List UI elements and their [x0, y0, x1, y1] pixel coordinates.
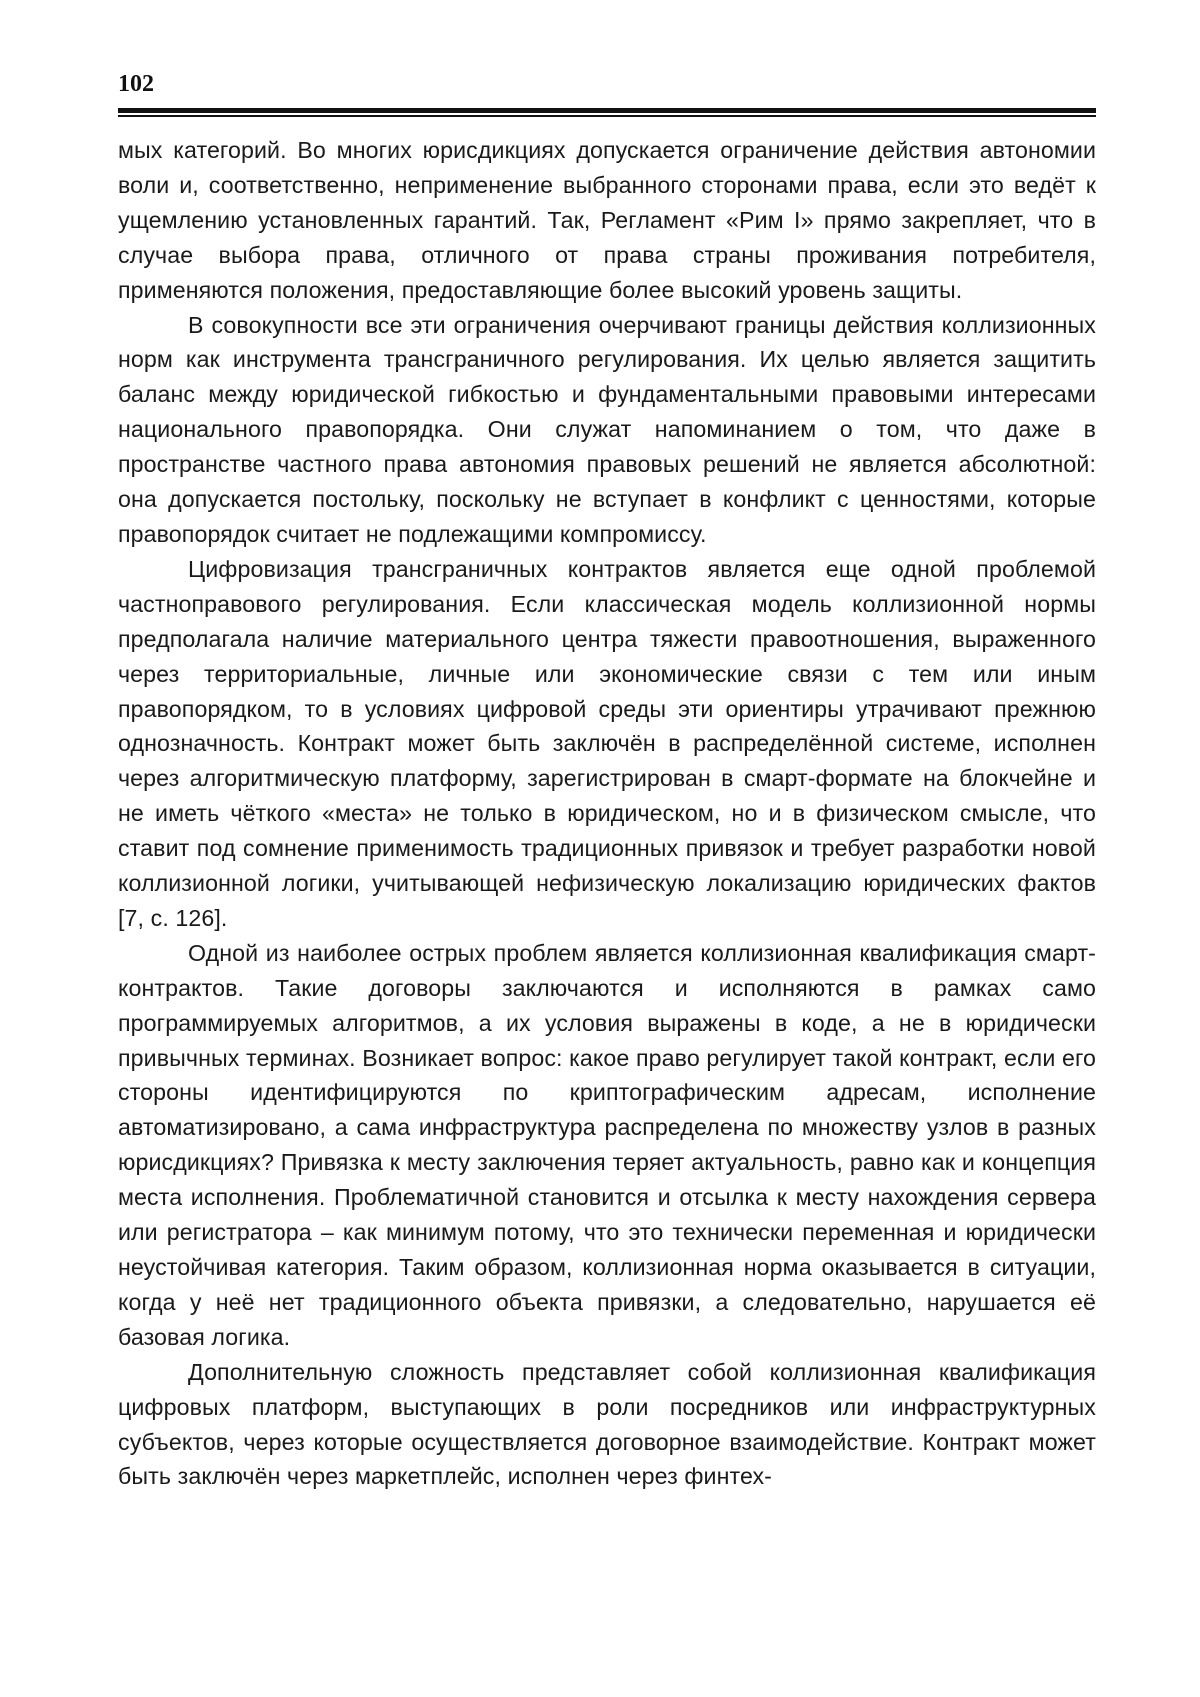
paragraph-3: Цифровизация трансграничных контрактов является еще одной проблемой частноправового регулирования. Если классическая модель коллизионной нормы предполагала наличие материального центра тяжести правоотношения, выраженного через территориальные, личные или экономические связи с тем или иным правопорядком, то в условиях цифровой среды эти ориентиры утрачивают прежнюю однозначность. Контракт может быть заключён в распределённой системе, исполнен через алгоритмическую платформу, зарегистрирован в смарт-формате на блокчейне и не иметь чёткого «места» не только в юридическом, но и в физическом смысле, что ставит под сомнение применимость традиционных привязок и требует разработки новой коллизионной логики, учитывающей нефизическую локализацию юридических фактов [7, с. 126]. — [118, 555, 1096, 931]
document-page — [118, 70, 1096, 1494]
body-text — [118, 133, 1096, 1494]
paragraph-1: мых категорий. Во многих юрисдикциях допускается ограничение действия автономии воли и, соответственно, неприменение выбранного сторонами права, если это ведёт к ущемлению установленных гарантий. Так, Регламент «Рим I» прямо закрепляет, что в случае выбора права, отличного от права страны проживания потребителя, применяются положения, предоставляющие более высокий уровень защиты. — [118, 137, 1096, 303]
header-rule-thin — [118, 115, 1096, 117]
paragraph-4: Одной из наиболее острых проблем является коллизионная квалификация смарт-контрактов. Такие договоры заключаются и исполняются в рамках само программируемых алгоритмов, а их условия выражены в коде, а не в юридически привычных терминах. Возникает вопрос: какое право регулирует такой контракт, если его стороны идентифицируются по криптографическим адресам, исполнение автоматизировано, а сама инфраструктура распределена по множеству узлов в разных юрисдикциях? Привязка к месту заключения теряет актуальность, равно как и концепция места исполнения. Проблематичной становится и отсылка к месту нахождения сервера или регистратора – как минимум потому, что это технически переменная и юридически неустойчивая категория. Таким образом, коллизионная норма оказывается в ситуации, когда у неё нет традиционного объекта привязки, а следовательно, нарушается её базовая логика. — [118, 939, 1096, 1350]
header-rule-thick — [118, 108, 1096, 113]
paragraph-2: В совокупности все эти ограничения очерчивают границы действия коллизионных норм как инструмента трансграничного регулирования. Их целью является защитить баланс между юридической гибкостью и фундаментальными правовыми интересами национального правопорядка. Они служат напоминанием о том, что даже в пространстве частного права автономия правовых решений не является абсолютной: она допускается постольку, поскольку не вступает в конфликт с ценностями, которые правопорядок считает не подлежащими компромиссу. — [118, 311, 1096, 547]
page-number: 102 — [118, 71, 154, 97]
paragraph-5: Дополнительную сложность представляет собой коллизионная квалификация цифровых платформ, выступающих в роли посредников или инфраструктурных субъектов, через которые осуществляется договорное взаимодействие. Контракт может быть заключён через маркетплейс, исполнен через финтех- — [118, 1358, 1096, 1490]
